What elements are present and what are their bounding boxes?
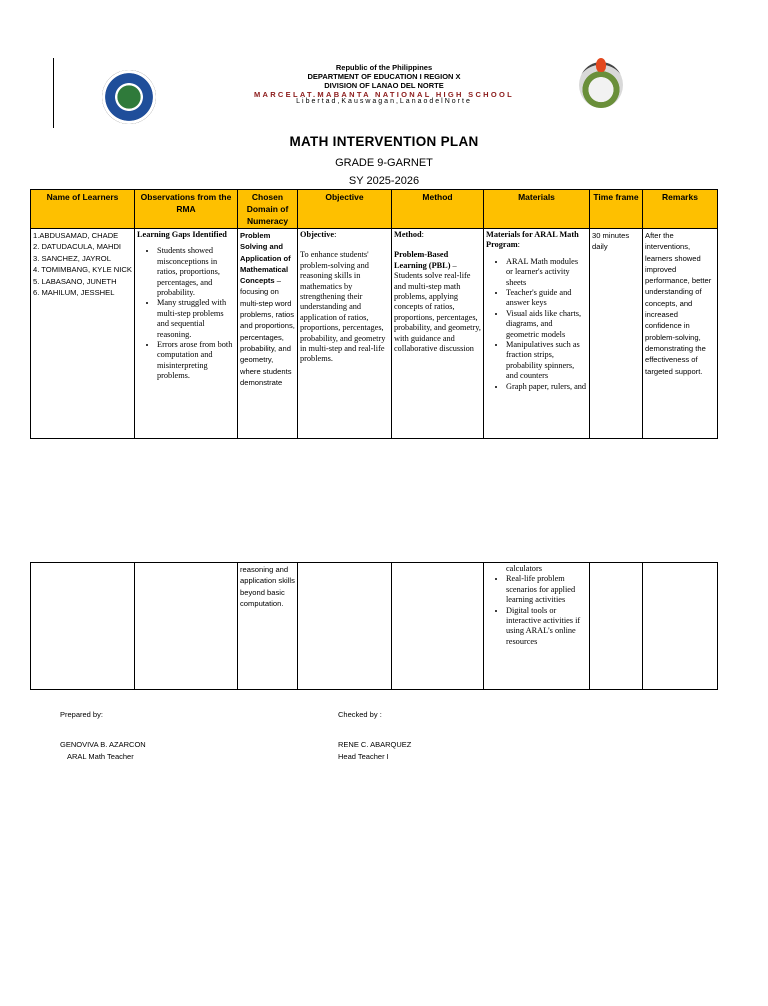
material-item: • Graph paper, rulers, and xyxy=(506,382,587,392)
objective-text: To enhance students' problem-solving and reasoning skills in mathematics by strengthening their understanding and application of ratios, proportions, percentages, probability, and geometry in multi-step and real-life problems. xyxy=(300,250,386,364)
domain-heading: Problem Solving and Application of Mathematical Concepts xyxy=(240,231,291,286)
learners-cell-continued xyxy=(31,563,135,690)
material-item: • ARAL Math modules or learner's activity sheets xyxy=(506,257,587,288)
observation-item: • Many struggled with multi-step problems and sequential reasoning. xyxy=(157,298,235,340)
intervention-table-page1 xyxy=(30,189,718,439)
learner-name: 5. LABASANO, JUNETH xyxy=(33,276,117,286)
header-materials: Materials xyxy=(484,190,590,229)
prepared-by-name: GENOVIVA B. AZARCON xyxy=(60,740,146,749)
material-item: • Digital tools or interactive activities if using ARAL's online resources xyxy=(506,606,587,648)
header-observations: Observations from the RMA xyxy=(135,190,238,229)
objective-cell xyxy=(298,229,392,439)
method-colon: : xyxy=(421,230,424,239)
checked-by-role: Head Teacher I xyxy=(338,752,389,761)
timeframe-cell-continued xyxy=(590,563,643,690)
header-division: DIVISION OF LANAO DEL NORTE xyxy=(324,81,444,90)
material-item: • Teacher's guide and answer keys xyxy=(506,288,587,309)
grade-section: GRADE 9-GARNET xyxy=(335,157,433,169)
header-department: DEPARTMENT OF EDUCATION I REGION X xyxy=(307,72,461,81)
school-year: SY 2025-2026 xyxy=(348,175,420,187)
method-label: Method xyxy=(394,230,422,239)
objective-colon: : xyxy=(334,230,337,239)
header-remarks: Remarks xyxy=(643,190,718,229)
materials-colon: : xyxy=(517,240,520,250)
prepared-by-role: ARAL Math Teacher xyxy=(67,752,134,761)
domain-cell-continued: reasoning and application skills beyond basic computation. xyxy=(238,563,298,690)
method-cell-continued xyxy=(392,563,484,690)
document-title: MATH INTERVENTION PLAN xyxy=(289,134,479,149)
observations-cell-continued xyxy=(135,563,238,690)
header-method: Method xyxy=(392,190,484,229)
objective-cell-continued xyxy=(298,563,392,690)
observations-heading: Learning Gaps Identified xyxy=(137,230,227,239)
learner-name: 4. TOMIMBANG, KYLE NICK xyxy=(33,265,132,275)
material-item: • Visual aids like charts, diagrams, and geometric models xyxy=(506,309,587,340)
domain-text: – focusing on multi-step word problems, ratios and proportions, percentages, probability, and geometry, where students demonstrate xyxy=(240,276,295,387)
material-item: • Real-life problem scenarios for applied learning activities xyxy=(506,574,587,605)
checked-by-label: Checked by : xyxy=(338,710,382,719)
remarks-cell-continued xyxy=(643,563,718,690)
learner-name: 1.ABDUSAMAD, CHADE xyxy=(33,231,119,240)
method-heading: Problem-Based Learning (PBL) xyxy=(394,250,451,270)
header-address: Libertad,Kauswagan,LanaodelNorte xyxy=(296,98,472,105)
header-domain: Chosen Domain of Numeracy xyxy=(238,190,298,229)
objective-label: Objective xyxy=(300,230,335,239)
timeframe-cell: 30 minutes daily xyxy=(590,229,643,439)
observations-cell xyxy=(135,229,238,439)
material-item: • Manipulatives such as fraction strips, probability spinners, and counters xyxy=(506,340,587,382)
prepared-by-label: Prepared by: xyxy=(60,710,103,719)
checked-by-name: RENE C. ABARQUEZ xyxy=(338,740,412,749)
header-objective: Objective xyxy=(298,190,392,229)
method-cell xyxy=(392,229,484,439)
materials-heading: Materials for ARAL Math Program xyxy=(486,230,579,250)
observation-item: • Students showed misconceptions in ratios, proportions, percentages, and probability. xyxy=(157,246,235,298)
learners-cell xyxy=(31,229,135,439)
learner-name: 6. MAHILUM, JESSHEL xyxy=(33,288,115,298)
intervention-table-page2 xyxy=(30,562,718,690)
learner-name: 3. SANCHEZ, JAYROL xyxy=(33,253,111,263)
material-item-continued: calculators xyxy=(506,564,542,573)
header-school-name: MARCELAT.MABANTA NATIONAL HIGH SCHOOL xyxy=(253,90,515,99)
method-text: – Students solve real-life and multi-step math problems, applying concepts of ratios, proportions, percentages, probability, and geometry, with guidance and collaborative discussion xyxy=(394,260,481,354)
header-timeframe: Time frame xyxy=(590,190,643,229)
header-learners: Name of Learners xyxy=(31,190,135,229)
learner-name: 2. DATUDACULA, MAHDI xyxy=(33,242,122,252)
header-republic: Republic of the Philippines xyxy=(335,63,433,72)
materials-cell xyxy=(484,229,590,439)
remarks-cell: After the interventions, learners showed improved performance, better understanding of concepts, and increased confidence in problem-solving, demonstrating the effectiveness of targeted support. xyxy=(643,229,718,439)
materials-cell-continued xyxy=(484,563,590,690)
observation-item: • Errors arose from both computation and misinterpreting problems. xyxy=(157,340,235,382)
domain-cell xyxy=(238,229,298,439)
